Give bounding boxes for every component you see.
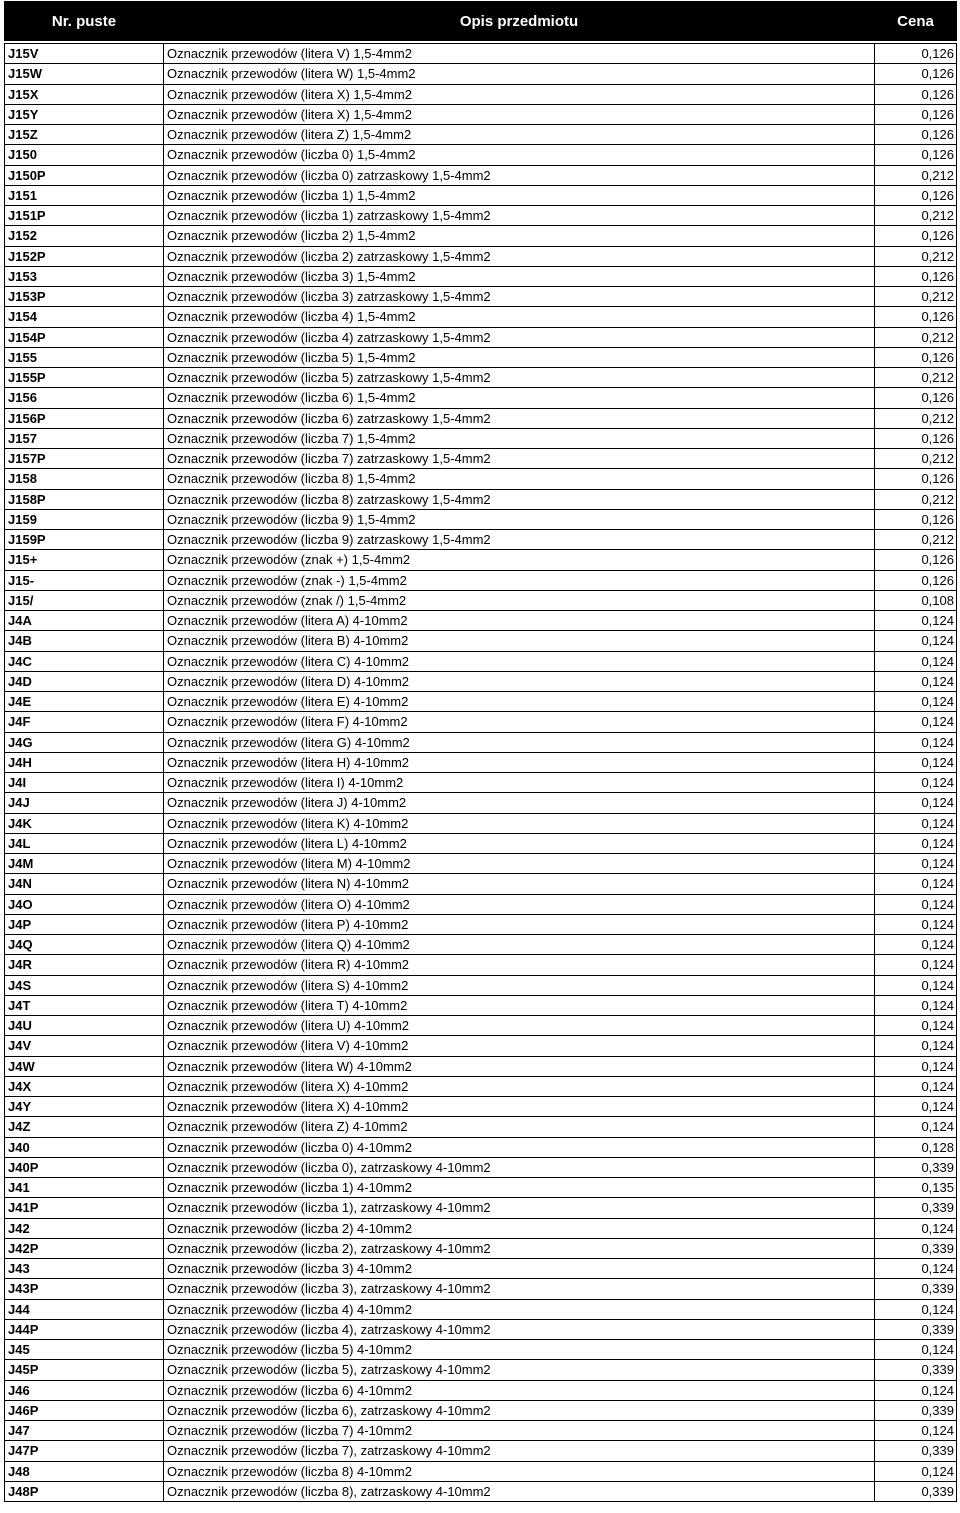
table-row	[5, 570, 957, 590]
row-price: 0,124	[875, 793, 957, 813]
row-price: 0,124	[875, 1016, 957, 1036]
table-row	[5, 773, 957, 793]
row-price: 0,126	[875, 226, 957, 246]
table-row	[5, 631, 957, 651]
table-row	[5, 692, 957, 712]
row-code: J44P	[5, 1319, 164, 1339]
row-price: 0,339	[875, 1279, 957, 1299]
row-code: J157	[5, 428, 164, 448]
price-table	[4, 1, 957, 1502]
row-description: Oznacznik przewodów (liczba 0) zatrzaskowy 1,5-4mm2	[164, 165, 875, 185]
row-code: J4V	[5, 1036, 164, 1056]
row-code: J152	[5, 226, 164, 246]
row-description: Oznacznik przewodów (liczba 8) zatrzaskowy 1,5-4mm2	[164, 489, 875, 509]
row-code: J159	[5, 509, 164, 529]
row-code: J4P	[5, 914, 164, 934]
row-code: J15-	[5, 570, 164, 590]
table-row	[5, 206, 957, 226]
row-description: Oznacznik przewodów (liczba 1) zatrzaskowy 1,5-4mm2	[164, 206, 875, 226]
row-code: J4U	[5, 1016, 164, 1036]
row-code: J154P	[5, 327, 164, 347]
table-row	[5, 1016, 957, 1036]
row-description: Oznacznik przewodów (litera P) 4-10mm2	[164, 914, 875, 934]
row-description: Oznacznik przewodów (liczba 6) 1,5-4mm2	[164, 388, 875, 408]
row-price: 0,212	[875, 368, 957, 388]
row-description: Oznacznik przewodów (liczba 6), zatrzaskowy 4-10mm2	[164, 1400, 875, 1420]
row-description: Oznacznik przewodów (litera X) 4-10mm2	[164, 1097, 875, 1117]
table-row	[5, 287, 957, 307]
table-row	[5, 1178, 957, 1198]
row-code: J15V	[5, 44, 164, 64]
row-code: J4H	[5, 752, 164, 772]
table-row	[5, 1117, 957, 1137]
table-row	[5, 84, 957, 104]
row-price: 0,126	[875, 64, 957, 84]
row-description: Oznacznik przewodów (litera R) 4-10mm2	[164, 955, 875, 975]
row-description: Oznacznik przewodów (litera Z) 4-10mm2	[164, 1117, 875, 1137]
row-description: Oznacznik przewodów (znak +) 1,5-4mm2	[164, 550, 875, 570]
row-code: J42P	[5, 1238, 164, 1258]
row-description: Oznacznik przewodów (litera I) 4-10mm2	[164, 773, 875, 793]
row-code: J153P	[5, 287, 164, 307]
table-row	[5, 1097, 957, 1117]
table-row	[5, 1360, 957, 1380]
row-price: 0,339	[875, 1198, 957, 1218]
row-price: 0,124	[875, 1097, 957, 1117]
row-price: 0,124	[875, 874, 957, 894]
row-code: J45P	[5, 1360, 164, 1380]
row-description: Oznacznik przewodów (litera J) 4-10mm2	[164, 793, 875, 813]
header-price: Cena	[875, 2, 957, 41]
row-price: 0,126	[875, 185, 957, 205]
row-price: 0,124	[875, 1340, 957, 1360]
table-row	[5, 955, 957, 975]
table-row	[5, 712, 957, 732]
table-row	[5, 1076, 957, 1096]
row-description: Oznacznik przewodów (litera E) 4-10mm2	[164, 692, 875, 712]
row-description: Oznacznik przewodów (liczba 5) 1,5-4mm2	[164, 347, 875, 367]
row-code: J4O	[5, 894, 164, 914]
table-row	[5, 449, 957, 469]
table-row	[5, 1299, 957, 1319]
row-description: Oznacznik przewodów (litera K) 4-10mm2	[164, 813, 875, 833]
row-price: 0,126	[875, 570, 957, 590]
row-description: Oznacznik przewodów (litera V) 4-10mm2	[164, 1036, 875, 1056]
row-code: J4F	[5, 712, 164, 732]
row-code: J43P	[5, 1279, 164, 1299]
row-description: Oznacznik przewodów (litera Q) 4-10mm2	[164, 935, 875, 955]
table-row	[5, 1259, 957, 1279]
row-code: J40	[5, 1137, 164, 1157]
table-row	[5, 469, 957, 489]
table-row	[5, 509, 957, 529]
table-row	[5, 44, 957, 64]
row-description: Oznacznik przewodów (liczba 2) zatrzaskowy 1,5-4mm2	[164, 246, 875, 266]
row-description: Oznacznik przewodów (liczba 4) zatrzaskowy 1,5-4mm2	[164, 327, 875, 347]
row-code: J4D	[5, 671, 164, 691]
row-code: J43	[5, 1259, 164, 1279]
row-price: 0,124	[875, 732, 957, 752]
row-price: 0,124	[875, 1218, 957, 1238]
table-row	[5, 651, 957, 671]
table-row	[5, 813, 957, 833]
table-row	[5, 347, 957, 367]
row-code: J42	[5, 1218, 164, 1238]
row-code: J4X	[5, 1076, 164, 1096]
row-description: Oznacznik przewodów (litera S) 4-10mm2	[164, 975, 875, 995]
row-price: 0,108	[875, 590, 957, 610]
table-row	[5, 266, 957, 286]
row-price: 0,126	[875, 307, 957, 327]
row-description: Oznacznik przewodów (znak /) 1,5-4mm2	[164, 590, 875, 610]
row-price: 0,126	[875, 145, 957, 165]
table-row	[5, 226, 957, 246]
row-description: Oznacznik przewodów (liczba 0) 1,5-4mm2	[164, 145, 875, 165]
table-row	[5, 752, 957, 772]
row-price: 0,124	[875, 1461, 957, 1481]
row-price: 0,124	[875, 1036, 957, 1056]
row-code: J4K	[5, 813, 164, 833]
table-row	[5, 1340, 957, 1360]
table-row	[5, 975, 957, 995]
row-price: 0,339	[875, 1157, 957, 1177]
row-price: 0,339	[875, 1360, 957, 1380]
table-row	[5, 1380, 957, 1400]
row-price: 0,124	[875, 813, 957, 833]
table-row	[5, 1400, 957, 1420]
row-description: Oznacznik przewodów (liczba 9) 1,5-4mm2	[164, 509, 875, 529]
table-row	[5, 1279, 957, 1299]
row-code: J152P	[5, 246, 164, 266]
row-price: 0,124	[875, 935, 957, 955]
table-row	[5, 307, 957, 327]
row-code: J48P	[5, 1481, 164, 1501]
table-row	[5, 671, 957, 691]
row-code: J156P	[5, 408, 164, 428]
table-row	[5, 165, 957, 185]
header-description: Opis przedmiotu	[164, 2, 875, 41]
table-row	[5, 1441, 957, 1461]
row-price: 0,124	[875, 773, 957, 793]
table-row	[5, 1036, 957, 1056]
table-row	[5, 408, 957, 428]
row-code: J15+	[5, 550, 164, 570]
table-row	[5, 732, 957, 752]
table-row	[5, 874, 957, 894]
row-description: Oznacznik przewodów (litera G) 4-10mm2	[164, 732, 875, 752]
row-description: Oznacznik przewodów (litera C) 4-10mm2	[164, 651, 875, 671]
table-row	[5, 428, 957, 448]
row-price: 0,126	[875, 44, 957, 64]
row-price: 0,126	[875, 266, 957, 286]
table-row	[5, 1421, 957, 1441]
row-description: Oznacznik przewodów (litera W) 4-10mm2	[164, 1056, 875, 1076]
row-code: J15/	[5, 590, 164, 610]
row-description: Oznacznik przewodów (litera F) 4-10mm2	[164, 712, 875, 732]
row-price: 0,126	[875, 388, 957, 408]
table-row	[5, 550, 957, 570]
row-code: J4L	[5, 833, 164, 853]
row-price: 0,124	[875, 712, 957, 732]
header-code: Nr. puste	[5, 2, 164, 41]
row-code: J151	[5, 185, 164, 205]
table-row	[5, 489, 957, 509]
row-code: J15Y	[5, 104, 164, 124]
row-price: 0,126	[875, 125, 957, 145]
row-description: Oznacznik przewodów (liczba 0) 4-10mm2	[164, 1137, 875, 1157]
row-code: J15W	[5, 64, 164, 84]
table-row	[5, 935, 957, 955]
row-code: J4T	[5, 995, 164, 1015]
table-row	[5, 1056, 957, 1076]
row-code: J157P	[5, 449, 164, 469]
row-code: J46	[5, 1380, 164, 1400]
row-code: J46P	[5, 1400, 164, 1420]
row-price: 0,124	[875, 975, 957, 995]
row-description: Oznacznik przewodów (litera H) 4-10mm2	[164, 752, 875, 772]
table-row	[5, 1319, 957, 1339]
row-code: J150P	[5, 165, 164, 185]
row-code: J45	[5, 1340, 164, 1360]
row-price: 0,124	[875, 914, 957, 934]
table-row	[5, 104, 957, 124]
table-row	[5, 388, 957, 408]
table-row	[5, 64, 957, 84]
row-price: 0,339	[875, 1400, 957, 1420]
row-description: Oznacznik przewodów (litera D) 4-10mm2	[164, 671, 875, 691]
row-description: Oznacznik przewodów (liczba 8), zatrzaskowy 4-10mm2	[164, 1481, 875, 1501]
row-code: J153	[5, 266, 164, 286]
table-row	[5, 1481, 957, 1501]
row-description: Oznacznik przewodów (liczba 4), zatrzaskowy 4-10mm2	[164, 1319, 875, 1339]
table-row	[5, 611, 957, 631]
row-description: Oznacznik przewodów (litera A) 4-10mm2	[164, 611, 875, 631]
row-price: 0,124	[875, 1380, 957, 1400]
row-price: 0,212	[875, 246, 957, 266]
row-description: Oznacznik przewodów (litera B) 4-10mm2	[164, 631, 875, 651]
row-price: 0,128	[875, 1137, 957, 1157]
row-description: Oznacznik przewodów (znak -) 1,5-4mm2	[164, 570, 875, 590]
row-code: J4I	[5, 773, 164, 793]
row-description: Oznacznik przewodów (liczba 1) 1,5-4mm2	[164, 185, 875, 205]
row-code: J151P	[5, 206, 164, 226]
row-price: 0,126	[875, 469, 957, 489]
row-description: Oznacznik przewodów (litera M) 4-10mm2	[164, 854, 875, 874]
row-description: Oznacznik przewodów (liczba 7), zatrzaskowy 4-10mm2	[164, 1441, 875, 1461]
row-price: 0,212	[875, 449, 957, 469]
row-code: J4Q	[5, 935, 164, 955]
row-price: 0,124	[875, 894, 957, 914]
row-code: J150	[5, 145, 164, 165]
row-price: 0,124	[875, 671, 957, 691]
row-price: 0,339	[875, 1319, 957, 1339]
table-row	[5, 246, 957, 266]
row-description: Oznacznik przewodów (litera X) 4-10mm2	[164, 1076, 875, 1096]
table-row	[5, 793, 957, 813]
row-description: Oznacznik przewodów (liczba 5) zatrzaskowy 1,5-4mm2	[164, 368, 875, 388]
row-description: Oznacznik przewodów (liczba 3) zatrzaskowy 1,5-4mm2	[164, 287, 875, 307]
row-code: J41P	[5, 1198, 164, 1218]
row-description: Oznacznik przewodów (litera X) 1,5-4mm2	[164, 104, 875, 124]
row-description: Oznacznik przewodów (liczba 9) zatrzaskowy 1,5-4mm2	[164, 530, 875, 550]
row-description: Oznacznik przewodów (liczba 2) 4-10mm2	[164, 1218, 875, 1238]
row-code: J158P	[5, 489, 164, 509]
table-row	[5, 1137, 957, 1157]
row-price: 0,124	[875, 611, 957, 631]
row-description: Oznacznik przewodów (litera W) 1,5-4mm2	[164, 64, 875, 84]
row-price: 0,339	[875, 1481, 957, 1501]
row-description: Oznacznik przewodów (liczba 1) 4-10mm2	[164, 1178, 875, 1198]
table-row	[5, 1461, 957, 1481]
table-row	[5, 995, 957, 1015]
table-row	[5, 1238, 957, 1258]
row-price: 0,212	[875, 206, 957, 226]
row-code: J15X	[5, 84, 164, 104]
row-code: J15Z	[5, 125, 164, 145]
table-row	[5, 1157, 957, 1177]
row-description: Oznacznik przewodów (liczba 2) 1,5-4mm2	[164, 226, 875, 246]
row-description: Oznacznik przewodów (liczba 6) 4-10mm2	[164, 1380, 875, 1400]
row-price: 0,212	[875, 165, 957, 185]
row-description: Oznacznik przewodów (litera T) 4-10mm2	[164, 995, 875, 1015]
price-list-sheet	[4, 1, 956, 1502]
row-description: Oznacznik przewodów (liczba 3), zatrzaskowy 4-10mm2	[164, 1279, 875, 1299]
row-description: Oznacznik przewodów (litera N) 4-10mm2	[164, 874, 875, 894]
row-price: 0,339	[875, 1238, 957, 1258]
row-description: Oznacznik przewodów (liczba 4) 1,5-4mm2	[164, 307, 875, 327]
row-description: Oznacznik przewodów (litera O) 4-10mm2	[164, 894, 875, 914]
row-price: 0,124	[875, 854, 957, 874]
row-price: 0,126	[875, 347, 957, 367]
row-price: 0,124	[875, 631, 957, 651]
table-row	[5, 914, 957, 934]
row-price: 0,339	[875, 1441, 957, 1461]
row-code: J155P	[5, 368, 164, 388]
row-description: Oznacznik przewodów (liczba 8) 1,5-4mm2	[164, 469, 875, 489]
row-price: 0,212	[875, 287, 957, 307]
table-row	[5, 1198, 957, 1218]
row-description: Oznacznik przewodów (liczba 3) 4-10mm2	[164, 1259, 875, 1279]
table-row	[5, 894, 957, 914]
table-row	[5, 590, 957, 610]
row-price: 0,124	[875, 1421, 957, 1441]
table-row	[5, 327, 957, 347]
row-price: 0,124	[875, 1056, 957, 1076]
row-price: 0,126	[875, 550, 957, 570]
row-price: 0,124	[875, 651, 957, 671]
row-code: J47	[5, 1421, 164, 1441]
row-code: J4W	[5, 1056, 164, 1076]
row-code: J4J	[5, 793, 164, 813]
row-description: Oznacznik przewodów (litera L) 4-10mm2	[164, 833, 875, 853]
row-code: J4Z	[5, 1117, 164, 1137]
row-price: 0,212	[875, 327, 957, 347]
row-code: J4N	[5, 874, 164, 894]
row-price: 0,135	[875, 1178, 957, 1198]
row-price: 0,212	[875, 530, 957, 550]
row-code: J4S	[5, 975, 164, 995]
table-row	[5, 530, 957, 550]
table-body	[5, 41, 957, 1502]
row-description: Oznacznik przewodów (liczba 1), zatrzaskowy 4-10mm2	[164, 1198, 875, 1218]
row-description: Oznacznik przewodów (liczba 4) 4-10mm2	[164, 1299, 875, 1319]
table-row	[5, 125, 957, 145]
row-description: Oznacznik przewodów (liczba 5), zatrzaskowy 4-10mm2	[164, 1360, 875, 1380]
row-price: 0,212	[875, 408, 957, 428]
table-row	[5, 854, 957, 874]
row-description: Oznacznik przewodów (litera V) 1,5-4mm2	[164, 44, 875, 64]
row-price: 0,126	[875, 428, 957, 448]
row-code: J41	[5, 1178, 164, 1198]
row-description: Oznacznik przewodów (liczba 2), zatrzaskowy 4-10mm2	[164, 1238, 875, 1258]
row-description: Oznacznik przewodów (liczba 3) 1,5-4mm2	[164, 266, 875, 286]
row-price: 0,124	[875, 833, 957, 853]
table-row	[5, 833, 957, 853]
row-description: Oznacznik przewodów (liczba 8) 4-10mm2	[164, 1461, 875, 1481]
row-code: J48	[5, 1461, 164, 1481]
row-code: J158	[5, 469, 164, 489]
row-code: J4C	[5, 651, 164, 671]
row-code: J47P	[5, 1441, 164, 1461]
row-code: J4G	[5, 732, 164, 752]
row-code: J154	[5, 307, 164, 327]
table-row	[5, 145, 957, 165]
table-row	[5, 368, 957, 388]
row-price: 0,124	[875, 752, 957, 772]
row-price: 0,124	[875, 1259, 957, 1279]
row-price: 0,126	[875, 84, 957, 104]
row-description: Oznacznik przewodów (liczba 7) 1,5-4mm2	[164, 428, 875, 448]
row-description: Oznacznik przewodów (liczba 6) zatrzaskowy 1,5-4mm2	[164, 408, 875, 428]
header-row	[5, 2, 957, 41]
row-code: J40P	[5, 1157, 164, 1177]
row-code: J4A	[5, 611, 164, 631]
row-code: J4Y	[5, 1097, 164, 1117]
row-price: 0,124	[875, 955, 957, 975]
row-price: 0,124	[875, 1299, 957, 1319]
row-code: J4B	[5, 631, 164, 651]
row-price: 0,126	[875, 509, 957, 529]
row-code: J155	[5, 347, 164, 367]
row-description: Oznacznik przewodów (liczba 7) 4-10mm2	[164, 1421, 875, 1441]
row-price: 0,126	[875, 104, 957, 124]
row-price: 0,124	[875, 995, 957, 1015]
table-row	[5, 185, 957, 205]
row-description: Oznacznik przewodów (liczba 0), zatrzaskowy 4-10mm2	[164, 1157, 875, 1177]
row-price: 0,124	[875, 692, 957, 712]
row-description: Oznacznik przewodów (litera X) 1,5-4mm2	[164, 84, 875, 104]
row-description: Oznacznik przewodów (litera Z) 1,5-4mm2	[164, 125, 875, 145]
row-code: J159P	[5, 530, 164, 550]
row-description: Oznacznik przewodów (litera U) 4-10mm2	[164, 1016, 875, 1036]
row-code: J4R	[5, 955, 164, 975]
table-row	[5, 1218, 957, 1238]
row-code: J4M	[5, 854, 164, 874]
row-description: Oznacznik przewodów (liczba 7) zatrzaskowy 1,5-4mm2	[164, 449, 875, 469]
row-code: J4E	[5, 692, 164, 712]
table-header	[5, 2, 957, 41]
row-price: 0,212	[875, 489, 957, 509]
row-code: J156	[5, 388, 164, 408]
row-price: 0,124	[875, 1076, 957, 1096]
row-code: J44	[5, 1299, 164, 1319]
row-description: Oznacznik przewodów (liczba 5) 4-10mm2	[164, 1340, 875, 1360]
row-price: 0,124	[875, 1117, 957, 1137]
